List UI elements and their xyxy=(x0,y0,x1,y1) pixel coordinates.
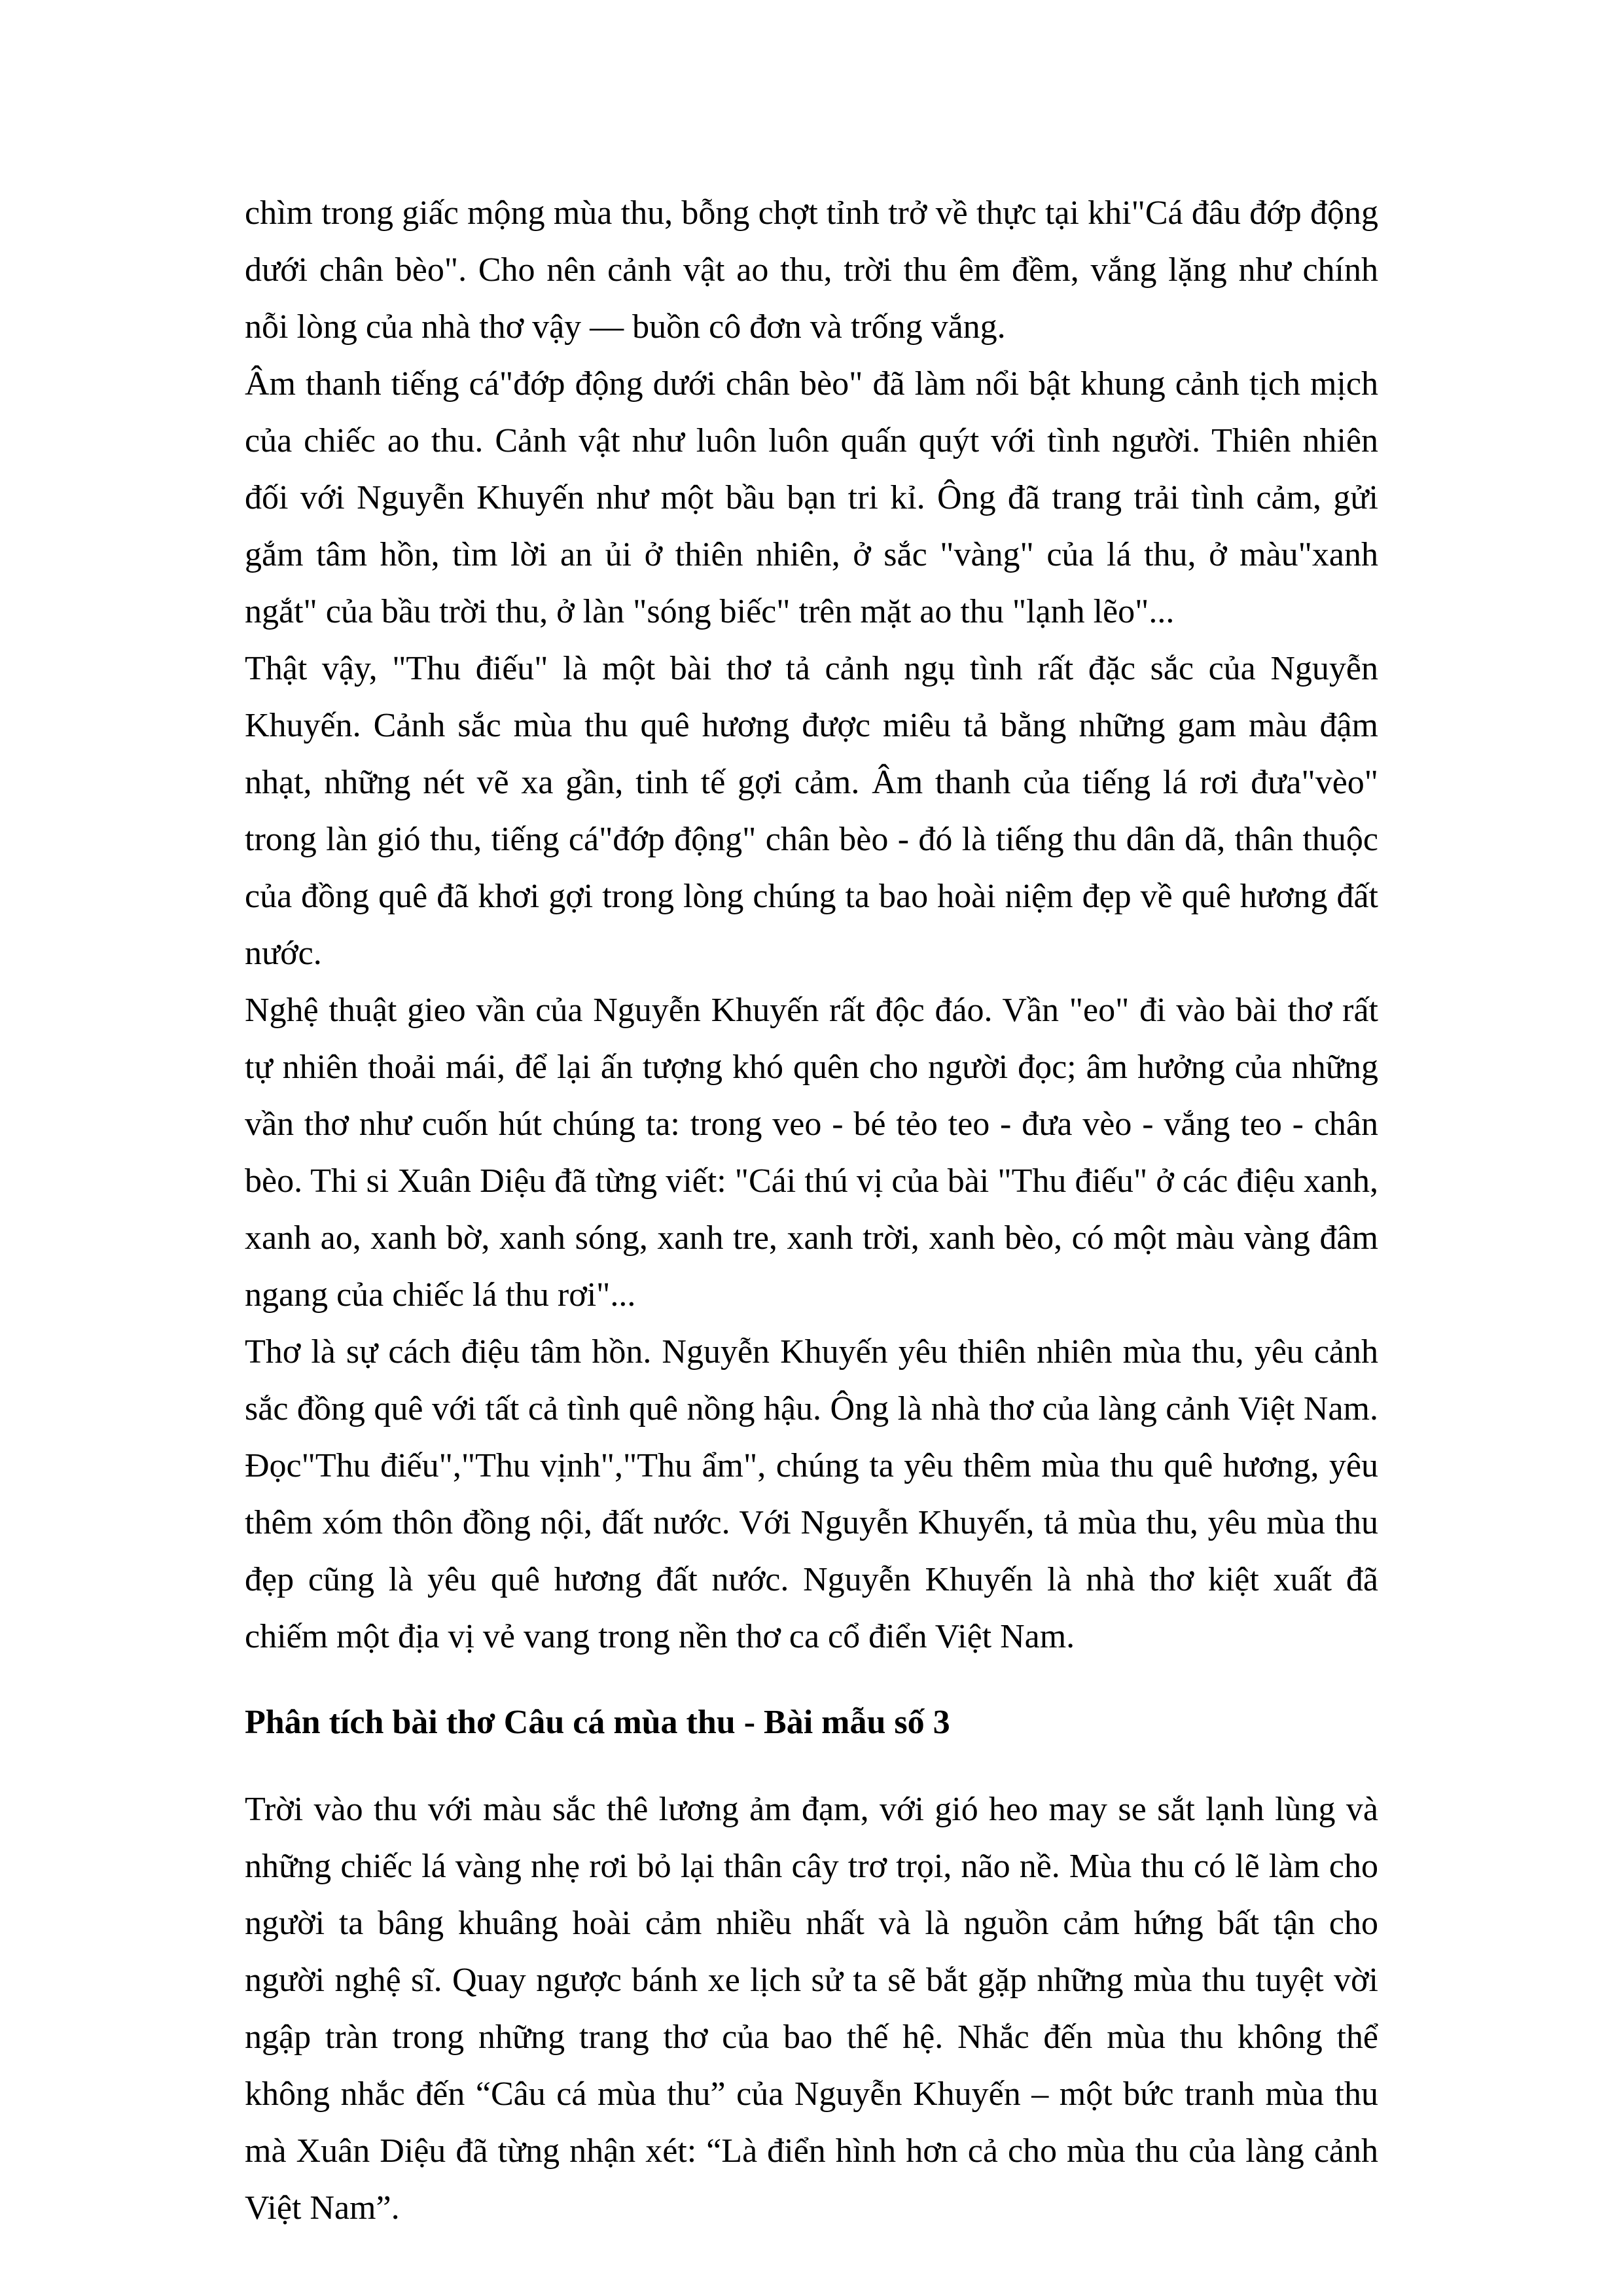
paragraph-conclusion: Thơ là sự cách điệu tâm hồn. Nguyễn Khuyến yêu thiên nhiên mùa thu, yêu cảnh sắc đồng quê với tất cả tình quê nồng hậu. Ông là nhà thơ của làng cảnh Việt Nam. Đọc"Thu điếu","Thu vịnh","Thu ẩm", chúng ta yêu thêm mùa thu quê hương, yêu thêm xóm thôn đồng nội, đất nước. Với Nguyễn Khuyến, tả mùa thu, yêu mùa thu đẹp cũng là yêu quê hương đất nước. Nguyễn Khuyến là nhà thơ kiệt xuất đã chiếm một địa vị vẻ vang trong nền thơ ca cổ điển Việt Nam. xyxy=(245,1333,1378,1655)
paragraph-fish-sound: Âm thanh tiếng cá"đớp động dưới chân bèo" đã làm nổi bật khung cảnh tịch mịch của chiếc ao thu. Cảnh vật như luôn luôn quấn quýt với tình người. Thiên nhiên đối với Nguyễn Khuyến như một bầu bạn tri kỉ. Ông đã trang trải tình cảm, gửi gắm tâm hồn, tìm lời an ủi ở thiên nhiên, ở sắc "vàng" của lá thu, ở màu"xanh ngắt" của bầu trời thu, ở làn "sóng biếc" trên mặt ao thu "lạnh lẽo"... xyxy=(245,365,1378,630)
document-page xyxy=(245,185,1378,2236)
paragraph-sample-3-opening: Trời vào thu với màu sắc thê lương ảm đạm, với gió heo may se sắt lạnh lùng và những chiếc lá vàng nhẹ rơi bỏ lại thân cây trơ trọi, não nề. Mùa thu có lẽ làm cho người ta bâng khuâng hoài cảm nhiều nhất và là nguồn cảm hứng bất tận cho người nghệ sĩ. Quay ngược bánh xe lịch sử ta sẽ bắt gặp những mùa thu tuyệt vời ngập tràn trong những trang thơ của bao thế hệ. Nhắc đến mùa thu không thể không nhắc đến “Câu cá mùa thu” của Nguyễn Khuyến – một bức tranh mùa thu mà Xuân Diệu đã từng nhận xét: “Là điển hình hơn cả cho mùa thu của làng cảnh Việt Nam”. xyxy=(245,1791,1378,2227)
paragraph-intro-ending: chìm trong giấc mộng mùa thu, bỗng chợt tỉnh trở về thực tại khi"Cá đâu đớp động dưới chân bèo". Cho nên cảnh vật ao thu, trời thu êm đềm, vắng lặng như chính nỗi lòng của nhà thơ vậy — buồn cô đơn và trống vắng. xyxy=(245,194,1378,346)
paragraph-thu-dieu-summary: Thật vậy, "Thu điếu" là một bài thơ tả cảnh ngụ tình rất đặc sắc của Nguyễn Khuyến. Cảnh sắc mùa thu quê hương được miêu tả bằng những gam màu đậm nhạt, những nét vẽ xa gần, tinh tế gợi cảm. Âm thanh của tiếng lá rơi đưa"vèo" trong làn gió thu, tiếng cá"đớp động" chân bèo - đó là tiếng thu dân dã, thân thuộc của đồng quê đã khơi gợi trong lòng chúng ta bao hoài niệm đẹp về quê hương đất nước. xyxy=(245,650,1378,972)
paragraph-rhyme-art: Nghệ thuật gieo vần của Nguyễn Khuyến rất độc đáo. Vần "eo" đi vào bài thơ rất tự nhiên thoải mái, để lại ấn tượng khó quên cho người đọc; âm hưởng của những vần thơ như cuốn hút chúng ta: trong veo - bé tẻo teo - đưa vèo - vắng teo - chân bèo. Thi si Xuân Diệu đã từng viết: "Cái thú vị của bài "Thu điếu" ở các điệu xanh, xanh ao, xanh bờ, xanh sóng, xanh tre, xanh trời, xanh bèo, có một màu vàng đâm ngang của chiếc lá thu rơi"... xyxy=(245,992,1378,1314)
section-heading: Phân tích bài thơ Câu cá mùa thu - Bài mẫu số 3 xyxy=(245,1704,950,1741)
